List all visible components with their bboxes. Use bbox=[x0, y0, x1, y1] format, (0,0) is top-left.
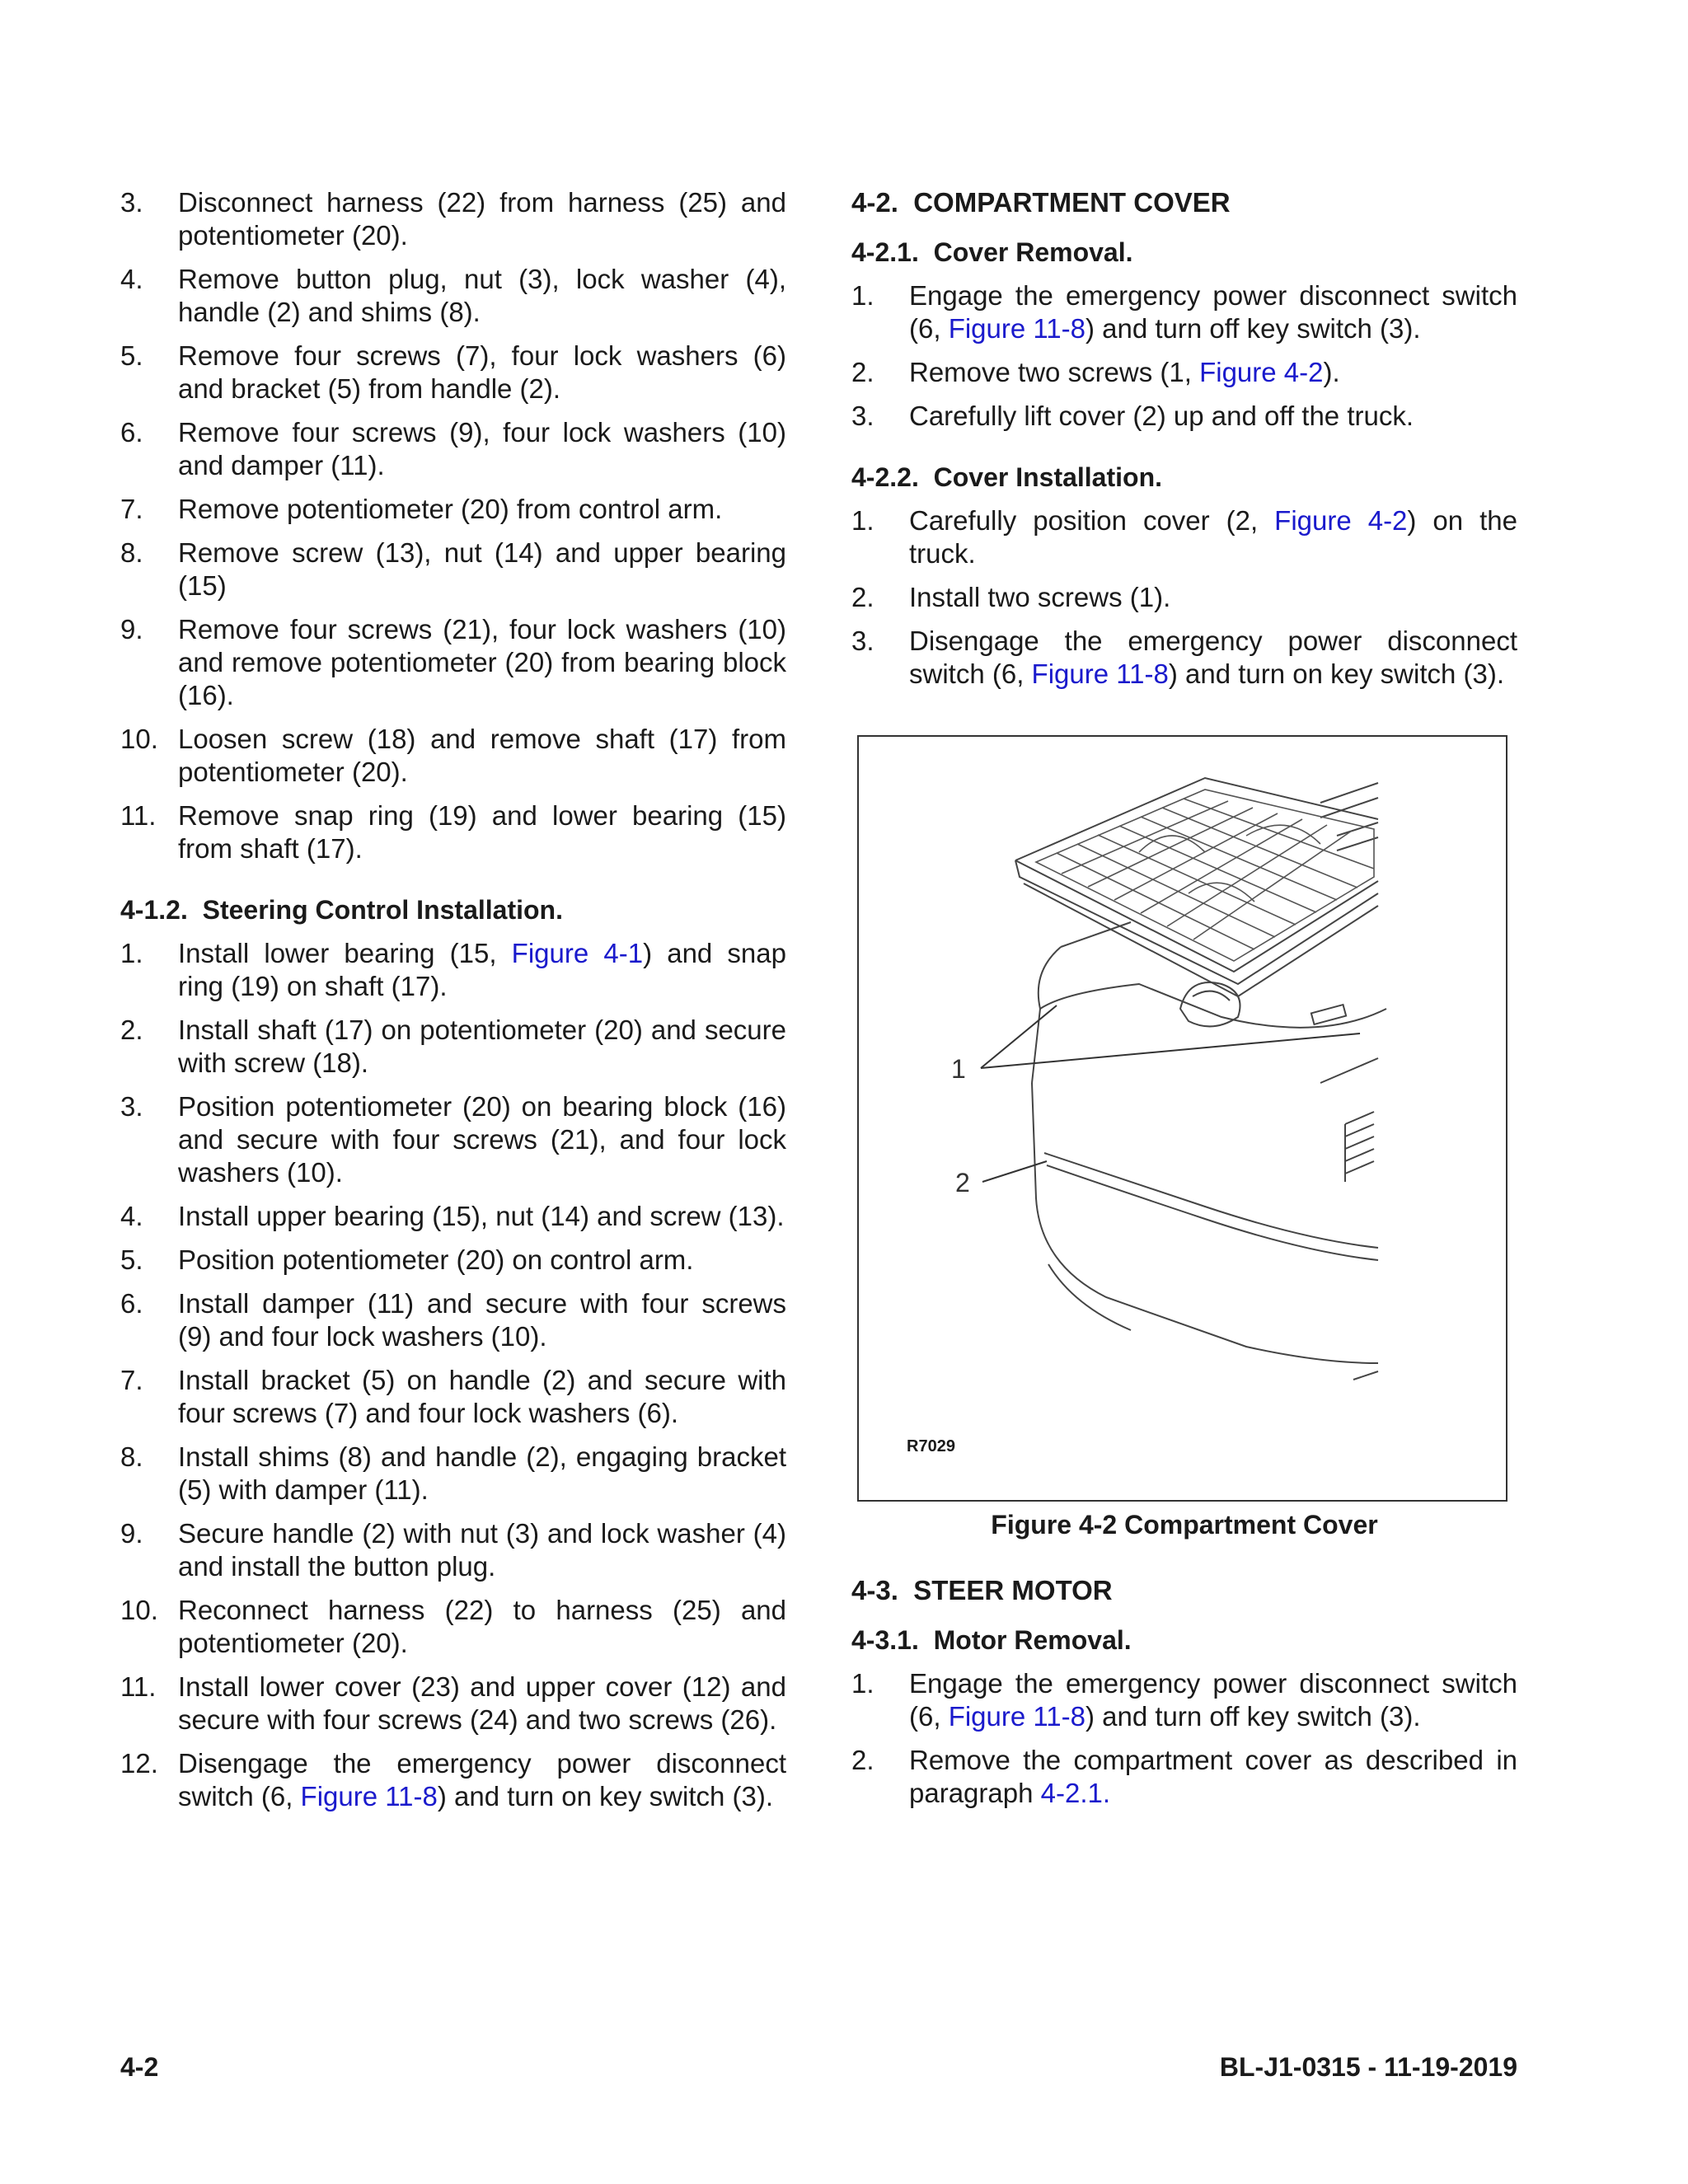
step-item bbox=[120, 1517, 786, 1583]
step-text: Disconnect harness (22) from harness (25) and potentiometer (20). bbox=[178, 187, 786, 251]
step-text: Install damper (11) and secure with four screws (9) and four lock washers (10). bbox=[178, 1288, 786, 1352]
step-item bbox=[120, 186, 786, 252]
step-number: 12. bbox=[120, 1748, 158, 1779]
compartment-cover-illustration bbox=[859, 737, 1509, 1503]
step-number: 11. bbox=[120, 800, 157, 831]
step-number: 10. bbox=[120, 724, 158, 754]
cross-reference-link[interactable]: Figure 4-2 bbox=[1274, 505, 1408, 536]
step-number: 2. bbox=[851, 357, 874, 387]
step-item bbox=[120, 1014, 786, 1080]
step-number: 6. bbox=[120, 417, 143, 448]
step-item bbox=[851, 356, 1517, 389]
step-text-tail: ) and turn off key switch (3). bbox=[1085, 313, 1421, 344]
left-column bbox=[120, 186, 786, 1824]
step-number: 2. bbox=[851, 1745, 874, 1775]
cross-reference-link[interactable]: Figure 11-8 bbox=[1031, 658, 1169, 689]
step-text: Loosen screw (18) and remove shaft (17) from potentiometer (20). bbox=[178, 724, 786, 787]
step-text: Install shims (8) and handle (2), engaging bracket (5) with damper (11). bbox=[178, 1441, 786, 1505]
step-text: Remove two screws (1, bbox=[909, 357, 1200, 387]
step-number: 10. bbox=[120, 1595, 158, 1625]
step-item bbox=[851, 581, 1517, 614]
removal-steps-continued bbox=[120, 186, 786, 865]
step-text: Install lower bearing (15, bbox=[178, 938, 512, 968]
step-item bbox=[120, 613, 786, 712]
heading-steering-control-installation: 4-1.2. Steering Control Installation. bbox=[120, 895, 563, 925]
step-number: 9. bbox=[120, 614, 143, 644]
step-text: Install two screws (1). bbox=[909, 582, 1171, 612]
step-item bbox=[120, 1441, 786, 1507]
step-text-tail: ) on the truck. bbox=[909, 505, 1517, 569]
step-item bbox=[120, 799, 786, 865]
step-number: 4. bbox=[120, 1201, 143, 1231]
step-number: 11. bbox=[120, 1671, 157, 1702]
cross-reference-link[interactable]: Figure 11-8 bbox=[948, 1701, 1085, 1732]
step-item bbox=[120, 1200, 786, 1233]
step-text: Remove four screws (7), four lock washers (6) and bracket (5) from handle (2). bbox=[178, 340, 786, 404]
step-item bbox=[120, 1594, 786, 1660]
step-text: Remove four screws (21), four lock washers (10) and remove potentiometer (20) from bearing block (16). bbox=[178, 614, 786, 710]
step-text: Position potentiometer (20) on control arm. bbox=[178, 1244, 694, 1275]
step-text: Remove four screws (9), four lock washers (10) and damper (11). bbox=[178, 417, 786, 480]
step-text-tail: ) and turn on key switch (3). bbox=[1168, 658, 1505, 689]
callout-1-label: 1 bbox=[951, 1054, 966, 1084]
step-text: Position potentiometer (20) on bearing block (16) and secure with four screws (21), and four lock washers (10). bbox=[178, 1091, 786, 1188]
step-text: Remove button plug, nut (3), lock washer (4), handle (2) and shims (8). bbox=[178, 264, 786, 327]
step-item bbox=[120, 1364, 786, 1430]
step-number: 1. bbox=[851, 1668, 874, 1699]
step-item bbox=[851, 504, 1517, 570]
step-text-tail: ) and turn off key switch (3). bbox=[1085, 1701, 1421, 1732]
step-number: 5. bbox=[120, 340, 143, 371]
step-item bbox=[120, 263, 786, 329]
cross-reference-link[interactable]: Figure 4-1 bbox=[511, 938, 644, 968]
heading-cover-installation: 4-2.2. Cover Installation. bbox=[851, 462, 1162, 492]
step-number: 5. bbox=[120, 1244, 143, 1275]
heading-steer-motor: 4-3. STEER MOTOR bbox=[851, 1575, 1113, 1605]
step-item bbox=[120, 723, 786, 789]
step-item bbox=[120, 1747, 786, 1813]
step-text: Install lower cover (23) and upper cover (12) and secure with four screws (24) and two screws (26). bbox=[178, 1671, 786, 1735]
step-text: Carefully lift cover (2) up and off the truck. bbox=[909, 401, 1414, 431]
step-text: Engage the emergency power disconnect switch (6, bbox=[909, 280, 1517, 344]
figure-caption: Figure 4-2 Compartment Cover bbox=[991, 1510, 1378, 1540]
step-number: 3. bbox=[851, 401, 874, 431]
step-number: 1. bbox=[120, 938, 143, 968]
step-number: 7. bbox=[120, 1365, 143, 1395]
step-text: Remove snap ring (19) and lower bearing (15) from shaft (17). bbox=[178, 800, 786, 864]
step-number: 1. bbox=[851, 505, 874, 536]
step-text-tail: ) and snap ring (19) on shaft (17). bbox=[178, 938, 786, 1001]
step-item bbox=[851, 1744, 1517, 1810]
step-text: Install shaft (17) on potentiometer (20) and secure with screw (18). bbox=[178, 1015, 786, 1078]
step-item bbox=[120, 537, 786, 602]
heading-compartment-cover: 4-2. COMPARTMENT COVER bbox=[851, 187, 1231, 218]
step-text: Disengage the emergency power disconnect switch (6, bbox=[178, 1748, 786, 1811]
step-text: Remove screw (13), nut (14) and upper bearing (15) bbox=[178, 537, 786, 601]
step-item bbox=[851, 279, 1517, 345]
step-text-tail: ) and turn on key switch (3). bbox=[437, 1781, 774, 1811]
heading-cover-removal: 4-2.1. Cover Removal. bbox=[851, 237, 1133, 267]
step-text: Install upper bearing (15), nut (14) and screw (13). bbox=[178, 1201, 785, 1231]
cover-removal-steps bbox=[851, 279, 1517, 433]
step-item bbox=[120, 1671, 786, 1736]
step-number: 3. bbox=[120, 1091, 143, 1122]
installation-steps bbox=[120, 937, 786, 1813]
step-number: 2. bbox=[120, 1015, 143, 1045]
step-item bbox=[120, 340, 786, 405]
step-item bbox=[120, 1090, 786, 1189]
step-number: 8. bbox=[120, 1441, 143, 1472]
step-text: Remove the compartment cover as described in paragraph bbox=[909, 1745, 1517, 1808]
step-number: 6. bbox=[120, 1288, 143, 1319]
step-number: 3. bbox=[120, 187, 143, 218]
step-text: Reconnect harness (22) to harness (25) and potentiometer (20). bbox=[178, 1595, 786, 1658]
step-number: 8. bbox=[120, 537, 143, 568]
cross-reference-link[interactable]: 4-2.1. bbox=[1040, 1778, 1111, 1808]
heading-motor-removal: 4-3.1. Motor Removal. bbox=[851, 1625, 1132, 1655]
cross-reference-link[interactable]: Figure 11-8 bbox=[948, 313, 1085, 344]
step-number: 3. bbox=[851, 626, 874, 656]
step-item bbox=[120, 493, 786, 526]
callout-2-label: 2 bbox=[955, 1168, 970, 1197]
cross-reference-link[interactable]: Figure 11-8 bbox=[300, 1781, 438, 1811]
step-number: 1. bbox=[851, 280, 874, 311]
step-text: Engage the emergency power disconnect switch (6, bbox=[909, 1668, 1517, 1732]
step-item bbox=[120, 416, 786, 482]
motor-removal-steps bbox=[851, 1667, 1517, 1810]
step-number: 4. bbox=[120, 264, 143, 294]
step-text: Carefully position cover (2, bbox=[909, 505, 1275, 536]
document-id: BL-J1-0315 - 11-19-2019 bbox=[1219, 2052, 1517, 2082]
step-text: Remove potentiometer (20) from control arm. bbox=[178, 494, 723, 524]
step-item bbox=[120, 937, 786, 1003]
step-text-tail: ). bbox=[1323, 357, 1340, 387]
step-number: 2. bbox=[851, 582, 874, 612]
step-number: 9. bbox=[120, 1518, 143, 1549]
cover-installation-steps bbox=[851, 504, 1517, 691]
page-number: 4-2 bbox=[120, 2052, 159, 2082]
step-number: 7. bbox=[120, 494, 143, 524]
figure-compartment-cover bbox=[857, 735, 1507, 1502]
right-column bbox=[851, 186, 1517, 1821]
step-text: Disengage the emergency power disconnect switch (6, bbox=[909, 626, 1517, 689]
step-item bbox=[851, 1667, 1517, 1733]
step-text: Install bracket (5) on handle (2) and secure with four screws (7) and four lock washers (6). bbox=[178, 1365, 786, 1428]
step-item bbox=[851, 625, 1517, 691]
figure-id: R7029 bbox=[907, 1437, 955, 1455]
cross-reference-link[interactable]: Figure 4-2 bbox=[1199, 357, 1324, 387]
step-text: Secure handle (2) with nut (3) and lock washer (4) and install the button plug. bbox=[178, 1518, 786, 1582]
step-item bbox=[851, 400, 1517, 433]
step-item bbox=[120, 1287, 786, 1353]
step-item bbox=[120, 1244, 786, 1277]
